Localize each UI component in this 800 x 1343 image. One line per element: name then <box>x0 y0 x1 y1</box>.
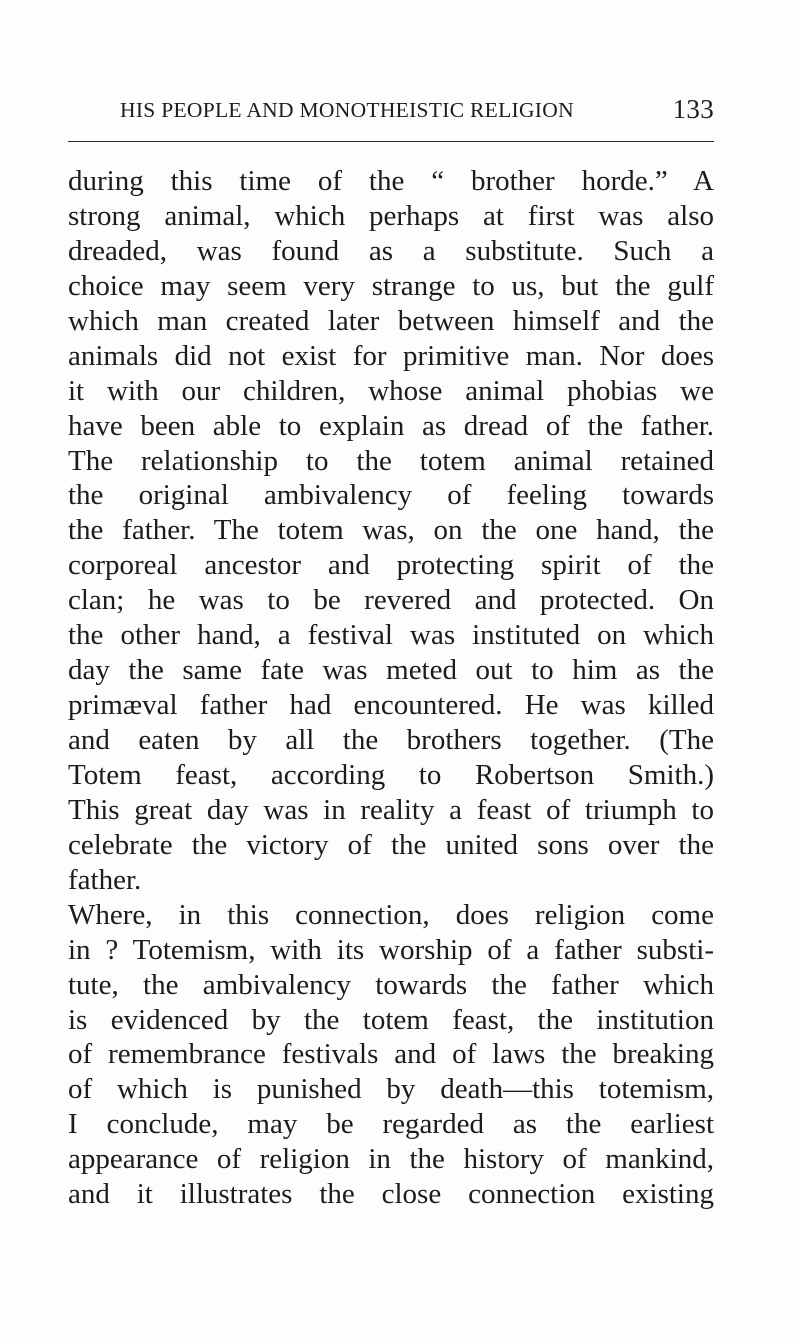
text-line: primæval father had encountered. He was killed <box>68 689 714 722</box>
text-line: Totem feast, according to Robertson Smith.) <box>68 758 714 791</box>
header-rule <box>68 141 714 142</box>
text-line: of which is punished by death—this totemism, <box>68 1073 714 1106</box>
text-line: The relationship to the totem animal retained <box>68 444 714 477</box>
text-line: is evidenced by the totem feast, the institution <box>68 1003 714 1036</box>
text-line: the other hand, a festival was instituted on which <box>68 619 714 652</box>
book-page <box>68 0 714 1343</box>
text-line: Where, in this connection, does religion come <box>68 898 714 931</box>
text-line: during this time of the “ brother horde.” A <box>68 165 714 197</box>
text-line: and eaten by all the brothers together. (The <box>68 724 714 756</box>
text-line: the father. The totem was, on the one hand, the <box>68 514 714 547</box>
running-head <box>68 90 714 130</box>
text-line: This great day was in reality a feast of triumph to <box>68 793 714 826</box>
text-line: which man created later between himself and the <box>68 304 714 337</box>
text-line: the original ambivalency of feeling towards <box>68 479 714 512</box>
text-line: father. <box>68 863 142 896</box>
page-number: 133 <box>672 94 714 124</box>
text-line: have been able to explain as dread of the father. <box>68 409 714 442</box>
text-line: in ? Totemism, with its worship of a father substi- <box>68 933 714 966</box>
text-line: celebrate the victory of the united sons over the <box>68 828 714 861</box>
text-line: I conclude, may be regarded as the earliest <box>68 1108 714 1141</box>
text-line: tute, the ambivalency towards the father which <box>68 968 714 1001</box>
body-text <box>68 164 714 1212</box>
text-line: animals did not exist for primitive man. Nor does <box>68 339 714 372</box>
running-title: HIS PEOPLE AND MONOTHEISTIC RELIGION <box>120 98 574 122</box>
text-line: strong animal, which perhaps at first was also <box>68 199 714 232</box>
text-line: dreaded, was found as a substitute. Such a <box>68 234 714 267</box>
text-line: choice may seem very strange to us, but the gulf <box>68 269 714 302</box>
text-line: day the same fate was meted out to him as the <box>68 654 714 687</box>
text-line: and it illustrates the close connection existing <box>68 1178 714 1211</box>
text-line: it with our children, whose animal phobias we <box>68 374 714 407</box>
text-line: of remembrance festivals and of laws the breaking <box>68 1038 714 1071</box>
text-line: appearance of religion in the history of mankind, <box>68 1143 714 1176</box>
text-line: clan; he was to be revered and protected. On <box>68 584 714 617</box>
text-line: corporeal ancestor and protecting spirit of the <box>68 549 714 582</box>
